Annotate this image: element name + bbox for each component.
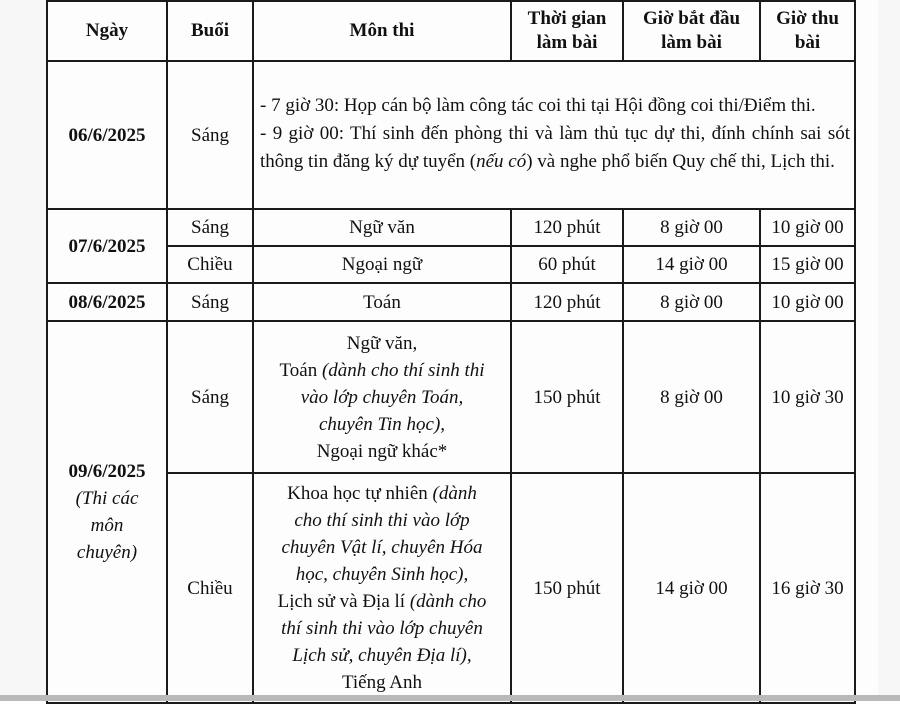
start-time-cell: 8 giờ 00: [623, 283, 760, 321]
header-end-line1: Giờ thu: [776, 8, 839, 29]
end-time-cell: 10 giờ 00: [760, 283, 855, 321]
header-end-time: [760, 1, 855, 61]
header-start-line1: Giờ bắt đầu: [642, 8, 741, 29]
start-time-cell: 8 giờ 00: [623, 321, 760, 473]
day4-note-line2: môn: [90, 515, 124, 536]
day4-date: 09/6/2025: [68, 461, 146, 482]
header-end-line2: bài: [794, 32, 821, 53]
subject-cell: Toán: [253, 283, 511, 321]
day1-description: [253, 61, 855, 209]
start-time-cell: 14 giờ 00: [623, 246, 760, 283]
duration-cell: 150 phút: [511, 473, 623, 703]
duration-cell: 120 phút: [511, 283, 623, 321]
subject-cell: Ngoại ngữ: [253, 246, 511, 283]
date-cell: 06/6/2025: [47, 61, 167, 209]
duration-cell: 60 phút: [511, 246, 623, 283]
header-start-time: [623, 1, 760, 61]
day4-note-line1: (Thi các: [75, 488, 139, 509]
end-time-cell: 15 giờ 00: [760, 246, 855, 283]
table-row: [47, 246, 855, 283]
date-cell: 08/6/2025: [47, 283, 167, 321]
subject-cell: Khoa học tự nhiên (dành cho thí sinh thi vào lớp chuyên Vật lí, chuyên Hóa học, chuyên Sinh học), Lịch sử và Địa lí (dành cho thí sinh thi vào lớp chuyên Lịch sử, chuyên Địa lí), Tiếng Anh: [253, 473, 511, 703]
end-time-cell: 16 giờ 30: [760, 473, 855, 703]
header-row: [47, 1, 855, 61]
subject-cell: Ngữ văn: [253, 209, 511, 246]
day4-note-line3: chuyên): [76, 542, 138, 563]
session-cell: Chiều: [167, 473, 253, 703]
session-cell: Sáng: [167, 283, 253, 321]
header-start-line2: làm bài: [661, 32, 722, 53]
session-cell: Sáng: [167, 209, 253, 246]
subject-cell: Ngữ văn, Toán (dành cho thí sinh thi vào lớp chuyên Toán, chuyên Tin học), Ngoại ngữ khác*: [253, 321, 511, 473]
header-session: Buổi: [167, 1, 253, 61]
header-duration-line1: Thời gian: [527, 8, 607, 29]
duration-cell: 150 phút: [511, 321, 623, 473]
header-duration: [511, 1, 623, 61]
start-time-cell: 8 giờ 00: [623, 209, 760, 246]
page-bottom-edge: [0, 695, 900, 701]
end-time-cell: 10 giờ 00: [760, 209, 855, 246]
day1-desc-line1: - 7 giờ 30: Họp cán bộ làm công tác coi thi tại Hội đồng coi thi/Điểm thi.: [260, 95, 816, 116]
session-cell: Chiều: [167, 246, 253, 283]
table-row: [47, 473, 855, 703]
table-row: [47, 283, 855, 321]
table-row: [47, 61, 855, 209]
day1-desc-line2: - 9 giờ 00: Thí sinh đến phòng thi và làm thủ tục dự thi, đính chính sai sót thông tin đăng ký dự tuyển (nếu có) và nghe phổ biến Quy chế thi, Lịch thi.: [260, 123, 850, 172]
date-cell: [47, 321, 167, 703]
header-duration-line2: làm bài: [536, 32, 598, 53]
table-row: [47, 321, 855, 473]
exam-schedule-table: [46, 0, 856, 704]
duration-cell: 120 phút: [511, 209, 623, 246]
date-cell: 07/6/2025: [47, 209, 167, 283]
page-right-margin: [878, 0, 900, 701]
page-left-margin: [0, 0, 46, 701]
session-cell: Sáng: [167, 321, 253, 473]
start-time-cell: 14 giờ 00: [623, 473, 760, 703]
session-cell: Sáng: [167, 61, 253, 209]
table-row: [47, 209, 855, 246]
end-time-cell: 10 giờ 30: [760, 321, 855, 473]
header-date: Ngày: [47, 1, 167, 61]
header-subject: Môn thi: [253, 1, 511, 61]
